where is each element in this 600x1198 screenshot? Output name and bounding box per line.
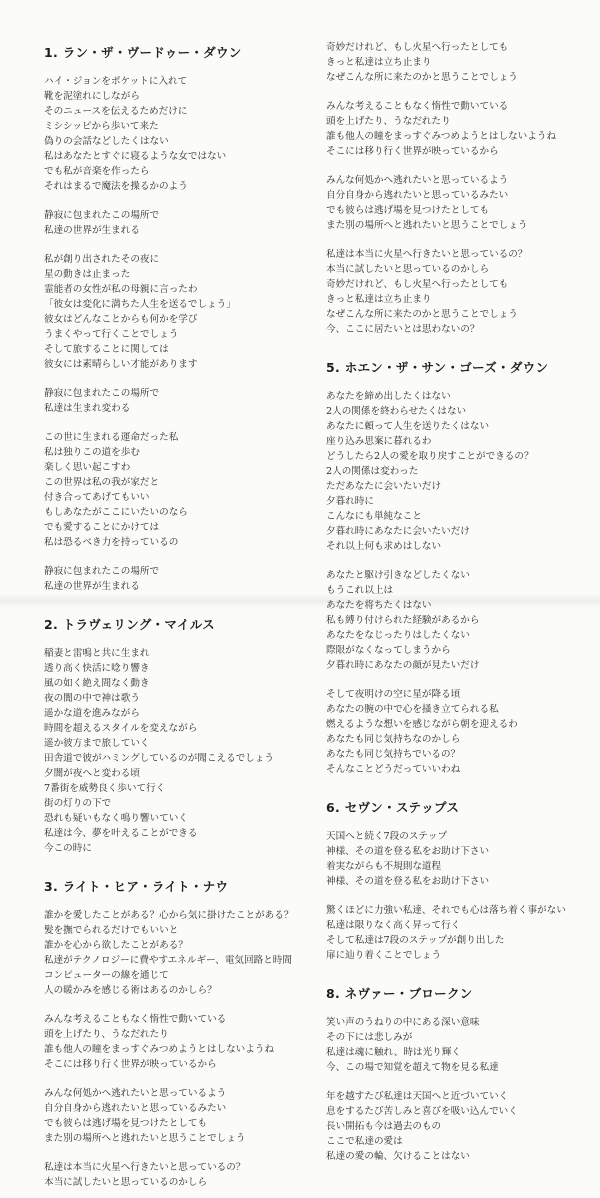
lyric-line: 奇妙だけれど、もし火星へ行ったとしても	[326, 42, 509, 53]
lyric-line: 笑い声のうねりの中にある深い意味	[326, 1017, 480, 1028]
lyric-line: 偽りの会話などしたくはない	[44, 136, 169, 147]
lyric-line: 私が創り出されたその夜に	[44, 254, 160, 265]
lyric-line: こんなにも単純なこと	[326, 511, 422, 522]
lyric-line: 誰かを心から欲したことがある？	[44, 940, 188, 951]
stanza	[44, 908, 316, 998]
lyric-line: 遥か彼方まで旅していく	[44, 738, 150, 749]
lyric-line: 私達がテクノロジーに費やすエネルギー、電気回路と時間	[44, 955, 292, 966]
lyric-line: 私は恐るべき力を持っているの	[44, 537, 179, 548]
lyric-line: 天国へと続く7段のステップ	[326, 831, 448, 842]
stanza-gap	[326, 889, 588, 903]
lyric-line: もうこれ以上は	[326, 585, 394, 596]
stanza-gap	[326, 159, 588, 173]
lyric-line: 髪を撫でられるだけでもいいと	[44, 925, 179, 936]
stanza-gap	[44, 1072, 316, 1086]
stanza	[326, 903, 588, 963]
lyric-line: きっと私達は立ち止まり	[326, 57, 432, 68]
lyric-line: でも愛することにかけては	[44, 522, 160, 533]
lyric-line: 本当に試したいと思っているのかしら	[44, 1177, 208, 1188]
lyric-line: ミシシッピから歩いて来た	[44, 121, 159, 132]
song-section	[326, 359, 588, 777]
stanza-gap	[44, 238, 316, 252]
lyric-line: 私達は本当に火星へ行きたいと思っているの？	[44, 1162, 246, 1173]
lyric-line: コンピューターの線を通じて	[44, 970, 169, 981]
lyric-line: それはまるで魔法を操るかのよう	[44, 181, 188, 192]
lyric-line: 今この時に	[44, 843, 92, 854]
stanza	[44, 208, 316, 238]
right-column	[326, 40, 588, 1164]
lyric-line: 私達は本当に火星へ行きたいと思っているの？	[326, 249, 528, 260]
lyric-line: そのニュースを伝えるためだけに	[44, 106, 188, 117]
stanza	[326, 568, 588, 673]
stanza	[44, 1012, 316, 1072]
stanza	[326, 99, 588, 159]
lyric-line: 私達は今、夢を叶えることができる	[44, 828, 198, 839]
lyric-line: 扉に辿り着くことでしょう	[326, 950, 442, 961]
lyric-line: あなたも同じ気持ちでいるの？	[326, 749, 461, 760]
lyric-line: この世に生まれる運命だった私	[44, 432, 179, 443]
lyric-line: でも私が音楽を作ったら	[44, 166, 150, 177]
song-section	[44, 616, 316, 856]
lyric-line: あなたを締め出したくはない	[326, 391, 451, 402]
lyric-line: 自分自身から逃れたいと思っているみたい	[44, 1103, 227, 1114]
lyric-line: そして私達は7段のステップが創り出した	[326, 935, 505, 946]
stanza-gap	[44, 194, 316, 208]
song-title: 8. ネヴァー・ブロークン	[326, 986, 473, 1001]
lyric-line: 田舎道で彼がハミングしているのが聞こえるでしょう	[44, 753, 274, 764]
lyric-line: みんな何処かへ逃れたいと思っているよう	[44, 1088, 227, 1099]
lyric-line: その下には悲しみが	[326, 1032, 413, 1043]
lyric-line: 神様、その道を登る私をお助け下さい	[326, 876, 490, 887]
lyric-line: そんなことどうだっていいわね	[326, 764, 461, 775]
stanza	[326, 40, 588, 85]
lyric-line: また別の場所へと逃れたいと思うことでしょう	[326, 220, 528, 231]
lyric-line: 人の暖かみを感じる術はあるのかしら？	[44, 985, 217, 996]
stanza	[326, 687, 588, 777]
stanza	[326, 247, 588, 337]
lyric-line: 私達の世界が生まれる	[44, 581, 140, 592]
lyric-line: 夕暮れ時にあなたに会いたいだけ	[326, 526, 470, 537]
stanza-gap	[44, 1146, 316, 1160]
lyric-line: みんな考えることもなく惰性で動いている	[44, 1014, 227, 1025]
lyric-line: 「彼女は変化に満ちた人生を送るでしょう」	[44, 299, 236, 310]
lyric-line: 私はあなたとすぐに寝るような女ではない	[44, 151, 227, 162]
lyric-line: 夕暮れ時にあなたの顔が見たいだけ	[326, 660, 480, 671]
song-section	[44, 878, 316, 1190]
lyric-line: みんな何処かへ逃れたいと思っているよう	[326, 175, 509, 186]
lyric-line: 風の如く絶え間なく動き	[44, 678, 150, 689]
stanza	[44, 430, 316, 550]
lyric-line: 誰かを愛したことがある？心から気に掛けたことがある？	[44, 910, 294, 921]
stanza-gap	[44, 550, 316, 564]
stanza-gap	[326, 673, 588, 687]
lyric-line: 本当に試したいと思っているのかしら	[326, 264, 490, 275]
lyric-line: でも彼らは逃げ場を見つけたとしても	[44, 1118, 208, 1129]
stanza	[44, 1086, 316, 1146]
lyric-line: 2人の関係は変わった	[326, 466, 419, 477]
lyric-line: 誰も他人の瞳をまっすぐみつめようとはしないようね	[326, 131, 557, 142]
lyric-line: ハイ・ジョンをポケットに入れて	[44, 76, 188, 87]
stanza	[44, 74, 316, 194]
lyric-line: この世界は私の我が家だと	[44, 477, 160, 488]
lyric-line: 際限がなくなってしまうから	[326, 645, 451, 656]
lyric-line: 7番街を威勢良く歩いて行く	[44, 783, 166, 794]
lyric-line: 静寂に包まれたこの場所で	[44, 388, 160, 399]
stanza	[326, 389, 588, 554]
song-title: 2. トラヴェリング・マイルス	[44, 617, 215, 632]
stanza	[326, 1015, 588, 1075]
lyric-line: そして夜明けの空に星が降る頃	[326, 689, 461, 700]
lyric-line: 今、この場で知覚を超えて物を見る私達	[326, 1062, 499, 1073]
stanza-gap	[326, 233, 588, 247]
lyric-line: どうしたら2人の愛を取り戻すことができるの？	[326, 451, 534, 462]
lyric-line: あなたを将ちたくはない	[326, 600, 432, 611]
stanza	[326, 1089, 588, 1164]
lyric-line: 私は独りこの道を歩む	[44, 447, 140, 458]
stanza	[44, 1160, 316, 1190]
lyric-line: 誰も他人の瞳をまっすぐみつめようとはしないようね	[44, 1044, 275, 1055]
lyric-line: 頭を上げたり、うなだれたり	[44, 1029, 169, 1040]
lyric-line: 夜の闇の中で神は歌う	[44, 693, 140, 704]
lyric-line: 息をするたび苦しみと喜びを吸い込んでいく	[326, 1106, 518, 1117]
lyric-line: 星の動きは止まった	[44, 269, 131, 280]
lyric-line: うまくやって行くことでしょう	[44, 329, 179, 340]
lyric-line: 座り込み思案に暮れるわ	[326, 436, 432, 447]
stanza	[44, 252, 316, 372]
stanza	[44, 386, 316, 416]
lyric-line: 神様、その道を登る私をお助け下さい	[326, 846, 490, 857]
lyric-line: 彼女はどんなことからも何かを学び	[44, 314, 198, 325]
stanza	[44, 564, 316, 594]
lyric-line: 私達は生まれ変わる	[44, 403, 131, 414]
lyric-line: 着実ながらも不規則な道程	[326, 861, 442, 872]
lyric-line: あなたに頼って人生を送りたくはない	[326, 421, 490, 432]
lyric-line: あなたをなじったりはしたくない	[326, 630, 470, 641]
lyric-line: 2人の関係を終わらせたくはない	[326, 406, 467, 417]
lyric-line: 時間を超えるスタイルを変えながら	[44, 723, 198, 734]
lyric-line: そして旅することに関しては	[44, 344, 169, 355]
lyric-line: みんな考えることもなく惰性で動いている	[326, 101, 509, 112]
lyric-line: 驚くほどに力強い私達、それでも心は落ち着く事がない	[326, 905, 566, 916]
lyric-line: 静寂に包まれたこの場所で	[44, 566, 160, 577]
lyric-line: 燃えるような想いを感じながら朝を迎えるわ	[326, 719, 518, 730]
lyric-line: あなたと駆け引きなどしたくない	[326, 570, 470, 581]
lyric-line: 頭を上げたり、うなだれたり	[326, 116, 451, 127]
lyric-line: 長い開拓も今は過去のもの	[326, 1121, 442, 1132]
lyric-line: それ以上何も求めはしない	[326, 541, 442, 552]
lyric-line: ただあなたに会いたいだけ	[326, 481, 442, 492]
lyric-line: 付き合ってあげてもいい	[44, 492, 150, 503]
lyric-line: そこには移り行く世界が映っているから	[44, 1059, 217, 1070]
stanza-gap	[44, 372, 316, 386]
lyric-line: 彼女には素晴らしい才能があります	[44, 359, 198, 370]
song-title: 5. ホエン・ザ・サン・ゴーズ・ダウン	[326, 360, 549, 375]
lyric-line: 恐れも疑いもなく鳴り響いていく	[44, 813, 188, 824]
lyric-line: 奇妙だけれど、もし火星へ行ったとしても	[326, 279, 509, 290]
stanza-gap	[326, 554, 588, 568]
lyric-line: 透り高く快活に唸り響き	[44, 663, 150, 674]
lyric-line: あなたの腕の中で心を掻き立てられる私	[326, 704, 499, 715]
lyric-line: 靴を泥塗れにしながら	[44, 91, 140, 102]
lyric-line: もしあなたがここにいたいのなら	[44, 507, 188, 518]
lyric-line: 私達の世界が生まれる	[44, 225, 140, 236]
lyric-line: なぜこんな所に来たのかと思うことでしょう	[326, 72, 518, 83]
lyric-line: 夕暮れ時に	[326, 496, 374, 507]
lyric-line: ここで私達の愛は	[326, 1136, 403, 1147]
lyric-line: 静寂に包まれたこの場所で	[44, 210, 160, 221]
lyric-line: 私も縛り付けられた経験があるから	[326, 615, 480, 626]
lyric-line: 楽しく思い起こすわ	[44, 462, 131, 473]
lyric-line: 今、ここに居たいとは思わないの？	[326, 324, 480, 335]
lyric-line: でも彼らは逃げ場を見つけたとしても	[326, 205, 490, 216]
lyric-line: 私達の愛の輪、欠けることはない	[326, 1151, 470, 1162]
lyric-line: 夕闇が夜へと変わる頃	[44, 768, 140, 779]
lyric-line: 街の灯りの下で	[44, 798, 112, 809]
stanza	[326, 173, 588, 233]
lyric-line: そこには移り行く世界が映っているから	[326, 146, 499, 157]
left-column	[44, 44, 316, 1190]
lyric-line: なぜこんな所に来たのかと思うことでしょう	[326, 309, 518, 320]
lyric-line: 遥かな道を進みながら	[44, 708, 140, 719]
stanza-gap	[326, 85, 588, 99]
stanza	[44, 646, 316, 856]
lyric-line: 私達は魂に触れ、時は光り輝く	[326, 1047, 461, 1058]
stanza-gap	[326, 1075, 588, 1089]
lyric-line: あなたも同じ気持ちなのかしら	[326, 734, 461, 745]
song-section	[44, 44, 316, 594]
lyric-line: 稲妻と雷鳴と共に生まれ	[44, 648, 150, 659]
lyric-line: 年を越すたび私達は天国へと近づいていく	[326, 1091, 509, 1102]
stanza	[326, 829, 588, 889]
stanza-gap	[44, 416, 316, 430]
song-title: 3. ライト・ヒア・ライト・ナウ	[44, 879, 229, 894]
song-title: 1. ラン・ザ・ヴードゥー・ダウン	[44, 45, 242, 60]
stanza-gap	[44, 998, 316, 1012]
song-section	[326, 799, 588, 963]
lyric-line: また別の場所へと逃れたいと思うことでしょう	[44, 1133, 246, 1144]
lyric-line: 自分自身から逃れたいと思っているみたい	[326, 190, 509, 201]
lyric-line: きっと私達は立ち止まり	[326, 294, 432, 305]
lyric-line: 霊能者の女性が私の母親に言ったわ	[44, 284, 198, 295]
song-section	[326, 985, 588, 1164]
song-title: 6. セヴン・ステップス	[326, 800, 460, 815]
lyric-line: 私達は限りなく高く昇って行く	[326, 920, 461, 931]
song-section	[326, 40, 588, 337]
